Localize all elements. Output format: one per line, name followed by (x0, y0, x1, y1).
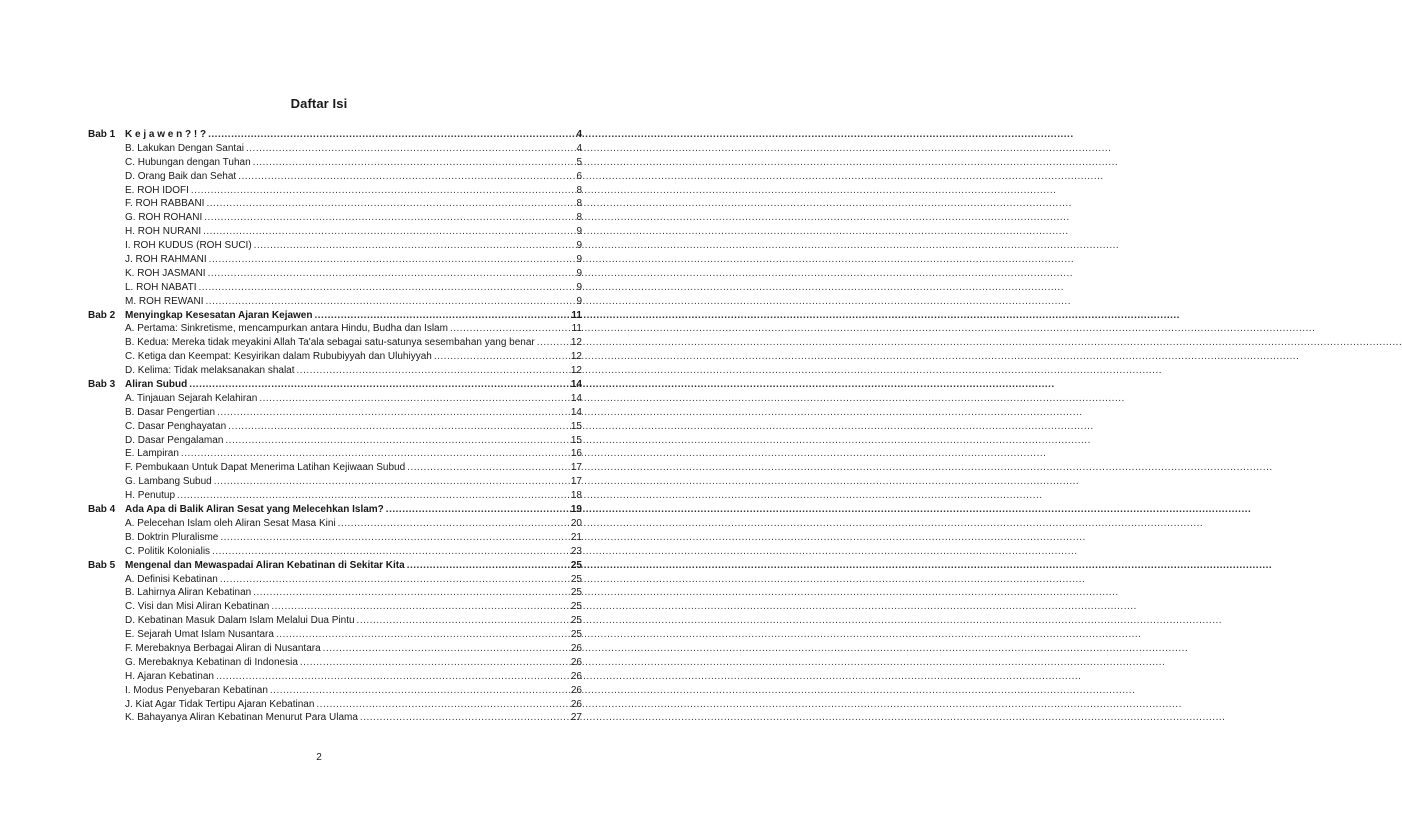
dot-leader (208, 267, 575, 281)
toc-entry-label: K. ROH JASMANI (125, 267, 206, 279)
toc-entry-label: B. Kedua: Mereka tidak meyakini Allah Ta'ala sebagai satu-satunya sesembahan yang benar (125, 337, 535, 349)
dot-leader (209, 253, 575, 267)
toc-page-number: 23 (570, 545, 582, 557)
dot-leader (407, 559, 569, 573)
toc-item-row[interactable] (88, 434, 582, 448)
toc-item-row[interactable] (88, 197, 582, 211)
toc-item-row[interactable] (88, 156, 582, 170)
toc-entry-label: C. Dasar Penghayatan (125, 420, 227, 432)
toc-page-number: 9 (576, 226, 582, 238)
toc-item-row[interactable] (88, 406, 582, 420)
toc-item-row[interactable] (88, 656, 582, 670)
toc-page-number: 12 (570, 351, 582, 363)
toc-entry-label: E. Sejarah Umat Islam Nusantara (125, 629, 274, 641)
toc-entry-label: D. Kelima: Tidak melaksanakan shalat (125, 365, 295, 377)
toc-entry-label: B. Doktrin Pluralisme (125, 531, 219, 543)
dot-leader (206, 197, 574, 211)
dot-leader (300, 656, 569, 670)
page-title: Daftar Isi (290, 96, 348, 111)
toc-chapter-number: Bab 4 (88, 504, 116, 516)
toc-page-number: 16 (570, 448, 582, 460)
toc-page-number: 6 (576, 170, 582, 182)
toc-page-number: 27 (570, 712, 582, 724)
toc-page-number: 4 (576, 129, 582, 140)
toc-entry-label: M. ROH REWANI (125, 295, 204, 307)
dot-leader (360, 711, 569, 725)
toc-page-number: 17 (570, 476, 582, 488)
toc-page-number: 26 (570, 670, 582, 682)
dot-leader (386, 503, 569, 517)
dot-leader (238, 170, 574, 184)
toc-item-row[interactable] (88, 392, 582, 406)
toc-page-number: 9 (576, 240, 582, 252)
dot-leader (177, 489, 569, 503)
toc-page-number: 17 (570, 462, 582, 474)
toc-item-row[interactable] (88, 475, 582, 489)
toc-item-row[interactable] (88, 350, 582, 364)
toc-entry-label: H. Penutup (125, 490, 176, 502)
toc-item-row[interactable] (88, 170, 582, 184)
toc-entry-label: Aliran Subud (125, 379, 188, 391)
toc-page-number: 20 (570, 517, 582, 529)
toc-entry-label: Menyingkap Kesesatan Ajaran Kejawen (125, 309, 313, 321)
toc-page-number: 26 (570, 642, 582, 654)
toc-item-row[interactable] (88, 600, 582, 614)
toc-item-row[interactable] (88, 364, 582, 378)
dot-leader (216, 670, 569, 684)
dot-leader (220, 573, 569, 587)
toc-page-number: 26 (570, 684, 582, 696)
toc-page-number: 26 (570, 656, 582, 668)
toc-entry-label: B. Lakukan Dengan Santai (125, 142, 244, 154)
toc-item-row[interactable] (88, 420, 582, 434)
toc-page-number: 14 (570, 379, 582, 391)
dot-leader (323, 642, 569, 656)
toc-item-row[interactable] (88, 447, 582, 461)
toc-entry-label: C. Ketiga dan Keempat: Kesyirikan dalam Rububiyyah dan Uluhiyyah (125, 351, 432, 363)
toc-chapter-row[interactable] (88, 378, 582, 392)
toc-chapter-row[interactable] (88, 128, 582, 142)
dot-leader (450, 322, 570, 336)
dot-leader (204, 211, 574, 225)
toc-entry-label: G. Merebaknya Kebatinan di Indonesia (125, 656, 298, 668)
toc-item-row[interactable] (88, 211, 582, 225)
toc-page-number: 4 (576, 142, 582, 154)
toc-entry-label: A. Pelecehan Islam oleh Aliran Sesat Masa Kini (125, 517, 336, 529)
toc-entry-label: H. Ajaran Kebatinan (125, 670, 214, 682)
toc-page-number: 15 (570, 420, 582, 432)
toc-entry-label: G. Lambang Subud (125, 476, 212, 488)
toc-item-row[interactable] (88, 489, 582, 503)
toc-item-row[interactable] (88, 461, 582, 475)
toc-page-number: 11 (571, 323, 582, 335)
toc-page-number: 9 (576, 267, 582, 279)
dot-leader (434, 350, 569, 364)
dot-leader (199, 281, 575, 295)
toc-entry-label: F. ROH RABBANI (125, 198, 205, 210)
toc-item-row[interactable] (88, 281, 582, 295)
toc-item-row[interactable] (88, 573, 582, 587)
dot-leader (217, 406, 569, 420)
toc-item-row[interactable] (88, 253, 582, 267)
dot-leader (189, 378, 569, 392)
dot-leader (253, 156, 575, 170)
toc-page-number: 12 (570, 365, 582, 377)
toc-page-number: 9 (576, 295, 582, 307)
toc-entry-label: I. Modus Penyebaran Kebatinan (125, 684, 268, 696)
toc-page-number: 8 (576, 198, 582, 210)
toc-item-row[interactable] (88, 614, 582, 628)
toc-entry-label: C. Politik Kolonialis (125, 545, 211, 557)
toc-entry-label: J. ROH RAHMANI (125, 254, 207, 266)
dot-leader (220, 531, 569, 545)
dot-leader (228, 420, 569, 434)
dot-leader (338, 517, 569, 531)
toc-page-number: 9 (576, 254, 582, 266)
table-of-contents (88, 128, 582, 725)
toc-page-number: 18 (570, 490, 582, 502)
toc-chapter-number: Bab 2 (88, 309, 116, 321)
toc-entry-label: H. ROH NURANI (125, 226, 202, 238)
toc-item-row[interactable] (88, 295, 582, 309)
toc-item-row[interactable] (88, 184, 582, 198)
toc-item-row[interactable] (88, 545, 582, 559)
toc-item-row[interactable] (88, 586, 582, 600)
toc-entry-label: K e j a w e n ? ! ? (125, 129, 207, 140)
toc-entry-label: Mengenal dan Mewaspadai Aliran Kebatinan di Sekitar Kita (125, 559, 405, 571)
toc-chapter-row[interactable] (88, 559, 582, 573)
toc-page-number: 14 (570, 406, 582, 418)
toc-page-number: 19 (570, 504, 582, 516)
dot-leader (270, 684, 569, 698)
toc-entry-label: J. Kiat Agar Tidak Tertipu Ajaran Kebatinan (125, 698, 315, 710)
dot-leader (206, 295, 575, 309)
toc-chapter-row[interactable] (88, 309, 582, 323)
toc-item-row[interactable] (88, 628, 582, 642)
toc-entry-label: K. Bahayanya Aliran Kebatinan Menurut Para Ulama (125, 712, 358, 724)
toc-entry-label: D. Orang Baik dan Sehat (125, 170, 237, 182)
toc-page-number: 8 (576, 184, 582, 196)
toc-chapter-row[interactable] (88, 503, 582, 517)
toc-item-row[interactable] (88, 517, 582, 531)
toc-chapter-number: Bab 5 (88, 559, 116, 571)
page-number: 2 (316, 752, 322, 763)
toc-entry-label: B. Lahirnya Aliran Kebatinan (125, 587, 252, 599)
toc-page-number: 9 (576, 281, 582, 293)
toc-item-row[interactable] (88, 670, 582, 684)
toc-entry-label: D. Dasar Pengalaman (125, 434, 224, 446)
toc-item-row[interactable] (88, 711, 582, 725)
dot-leader (271, 600, 569, 614)
toc-entry-label: G. ROH ROHANI (125, 212, 203, 224)
dot-leader (208, 128, 574, 142)
toc-entry-label: B. Dasar Pengertian (125, 406, 216, 418)
toc-chapter-number: Bab 3 (88, 379, 116, 391)
toc-page-number: 12 (570, 337, 582, 349)
toc-entry-label: A. Definisi Kebatinan (125, 573, 218, 585)
toc-item-row[interactable] (88, 642, 582, 656)
toc-item-row[interactable] (88, 336, 582, 350)
dot-leader (191, 184, 575, 198)
toc-item-row[interactable] (88, 322, 582, 336)
toc-page-number: 15 (570, 434, 582, 446)
dot-leader (357, 614, 569, 628)
toc-page-number: 21 (570, 531, 582, 543)
toc-page-number: 14 (570, 392, 582, 404)
toc-page-number: 25 (570, 629, 582, 641)
toc-entry-label: Ada Apa di Balik Aliran Sesat yang Melecehkan Islam? (125, 504, 384, 516)
dot-leader (214, 475, 569, 489)
dot-leader (253, 586, 569, 600)
toc-entry-label: E. Lampiran (125, 448, 179, 460)
toc-entry-label: F. Merebaknya Berbagai Aliran di Nusantara (125, 642, 321, 654)
toc-page-number: 25 (570, 573, 582, 585)
toc-entry-label: E. ROH IDOFI (125, 184, 189, 196)
dot-leader (276, 628, 569, 642)
dot-leader (537, 336, 569, 350)
toc-page-number: 8 (576, 212, 582, 224)
toc-page-number: 25 (570, 615, 582, 627)
dot-leader (407, 461, 569, 475)
toc-entry-label: L. ROH NABATI (125, 281, 197, 293)
toc-page-number: 26 (570, 698, 582, 710)
toc-entry-label: A. Tinjauan Sejarah Kelahiran (125, 392, 258, 404)
dot-leader (246, 142, 574, 156)
toc-item-row[interactable] (88, 239, 582, 253)
dot-leader (212, 545, 569, 559)
toc-item-row[interactable] (88, 267, 582, 281)
toc-item-row[interactable] (88, 225, 582, 239)
toc-entry-label: C. Hubungan dengan Tuhan (125, 156, 251, 168)
toc-entry-label: D. Kebatinan Masuk Dalam Islam Melalui Dua Pintu (125, 615, 355, 627)
dot-leader (203, 225, 574, 239)
toc-entry-label: I. ROH KUDUS (ROH SUCI) (125, 240, 252, 252)
dot-leader (254, 239, 575, 253)
dot-leader (259, 392, 569, 406)
toc-page-number: 25 (570, 559, 582, 571)
dot-leader (181, 447, 569, 461)
dot-leader (225, 434, 568, 448)
toc-entry-label: A. Pertama: Sinkretisme, mencampurkan antara Hindu, Budha dan Islam (125, 323, 448, 335)
toc-entry-label: C. Visi dan Misi Aliran Kebatinan (125, 601, 270, 613)
toc-item-row[interactable] (88, 698, 582, 712)
toc-item-row[interactable] (88, 684, 582, 698)
toc-page-number: 5 (576, 156, 582, 168)
toc-item-row[interactable] (88, 142, 582, 156)
toc-entry-label: F. Pembukaan Untuk Dapat Menerima Latihan Kejiwaan Subud (125, 462, 406, 474)
toc-page-number: 25 (570, 601, 582, 613)
toc-page-number: 11 (571, 309, 582, 321)
dot-leader (316, 698, 568, 712)
toc-item-row[interactable] (88, 531, 582, 545)
toc-page-number: 25 (570, 587, 582, 599)
dot-leader (314, 309, 569, 323)
toc-chapter-number: Bab 1 (88, 129, 116, 140)
dot-leader (297, 364, 569, 378)
